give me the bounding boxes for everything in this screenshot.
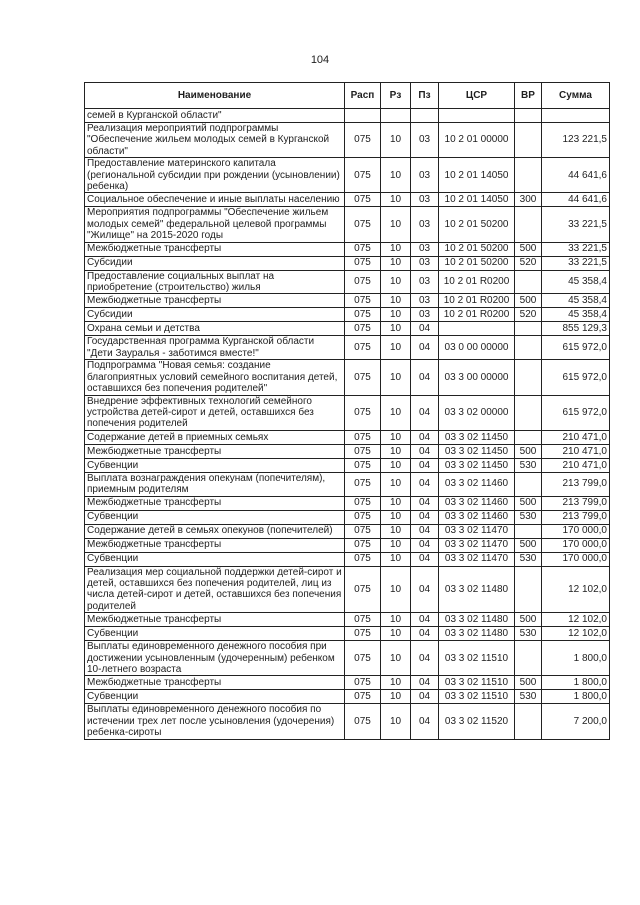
cell-sum: 213 799,0 xyxy=(542,496,610,510)
cell-csr: 03 3 02 11480 xyxy=(439,627,515,641)
cell-vr xyxy=(515,395,542,430)
cell-sum: 170 000,0 xyxy=(542,524,610,538)
cell-csr: 03 3 02 00000 xyxy=(439,395,515,430)
cell-rasp: 075 xyxy=(345,472,381,496)
cell-vr: 500 xyxy=(515,613,542,627)
cell-rasp: 075 xyxy=(345,458,381,472)
cell-sum: 12 102,0 xyxy=(542,566,610,613)
cell-rasp: 075 xyxy=(345,690,381,704)
cell-sum: 45 358,4 xyxy=(542,270,610,294)
cell-name: Субвенции xyxy=(85,690,345,704)
cell-vr xyxy=(515,123,542,158)
cell-csr: 10 2 01 50200 xyxy=(439,256,515,270)
cell-vr: 500 xyxy=(515,496,542,510)
cell-rasp: 075 xyxy=(345,207,381,242)
cell-name: Содержание детей в приемных семьях xyxy=(85,430,345,444)
cell-rz: 10 xyxy=(381,158,411,193)
cell-rasp: 075 xyxy=(345,193,381,207)
cell-csr: 03 3 02 11520 xyxy=(439,704,515,739)
cell-vr xyxy=(515,336,542,360)
cell-vr xyxy=(515,524,542,538)
cell-rz: 10 xyxy=(381,566,411,613)
cell-rasp: 075 xyxy=(345,676,381,690)
header-rz: Рз xyxy=(381,83,411,109)
cell-rz: 10 xyxy=(381,524,411,538)
cell-pz: 04 xyxy=(411,496,439,510)
table-row xyxy=(85,193,610,207)
cell-name: Субсидии xyxy=(85,308,345,322)
cell-pz: 03 xyxy=(411,158,439,193)
cell-name: Государственная программа Курганской области "Дети Зауралья - заботимся вместе!" xyxy=(85,336,345,360)
header-csr: ЦСР xyxy=(439,83,515,109)
header-name: Наименование xyxy=(85,83,345,109)
cell-sum: 12 102,0 xyxy=(542,613,610,627)
cell-csr: 03 3 02 11470 xyxy=(439,538,515,552)
cell-sum: 44 641,6 xyxy=(542,193,610,207)
cell-sum: 45 358,4 xyxy=(542,294,610,308)
cell-pz: 04 xyxy=(411,552,439,566)
cell-vr: 530 xyxy=(515,552,542,566)
cell-sum: 1 800,0 xyxy=(542,641,610,676)
cell-rz: 10 xyxy=(381,552,411,566)
cell-csr: 10 2 01 14050 xyxy=(439,158,515,193)
cell-name: Субвенции xyxy=(85,458,345,472)
table-row xyxy=(85,496,610,510)
table-row xyxy=(85,123,610,158)
cell-csr: 03 3 02 11480 xyxy=(439,566,515,613)
table-row xyxy=(85,109,610,123)
table-row xyxy=(85,336,610,360)
cell-rasp: 075 xyxy=(345,566,381,613)
cell-name: Межбюджетные трансферты xyxy=(85,613,345,627)
cell-csr: 03 3 02 11470 xyxy=(439,524,515,538)
cell-pz: 04 xyxy=(411,395,439,430)
cell-name: Внедрение эффективных технологий семейного устройства детей-сирот и детей, оставшихся без попечения родителей xyxy=(85,395,345,430)
table-row xyxy=(85,566,610,613)
cell-sum: 33 221,5 xyxy=(542,207,610,242)
cell-csr: 03 3 00 00000 xyxy=(439,360,515,395)
cell-rz: 10 xyxy=(381,444,411,458)
cell-name: семей в Курганской области" xyxy=(85,109,345,123)
table-row xyxy=(85,627,610,641)
table-row xyxy=(85,613,610,627)
cell-pz: 04 xyxy=(411,538,439,552)
cell-vr: 500 xyxy=(515,294,542,308)
cell-vr: 500 xyxy=(515,538,542,552)
cell-sum: 210 471,0 xyxy=(542,430,610,444)
cell-csr: 03 3 02 11510 xyxy=(439,690,515,704)
cell-sum: 170 000,0 xyxy=(542,552,610,566)
cell-csr: 03 3 02 11450 xyxy=(439,444,515,458)
cell-sum: 1 800,0 xyxy=(542,676,610,690)
table-row xyxy=(85,676,610,690)
table-row xyxy=(85,270,610,294)
table-row xyxy=(85,444,610,458)
cell-sum: 12 102,0 xyxy=(542,627,610,641)
cell-pz: 04 xyxy=(411,704,439,739)
cell-rasp: 075 xyxy=(345,395,381,430)
cell-sum xyxy=(542,109,610,123)
cell-csr: 10 2 01 50200 xyxy=(439,207,515,242)
cell-rz: 10 xyxy=(381,676,411,690)
cell-vr xyxy=(515,109,542,123)
cell-rasp: 075 xyxy=(345,294,381,308)
cell-rz: 10 xyxy=(381,472,411,496)
table-row xyxy=(85,641,610,676)
cell-vr xyxy=(515,566,542,613)
cell-csr: 10 2 01 14050 xyxy=(439,193,515,207)
cell-rz xyxy=(381,109,411,123)
cell-pz: 03 xyxy=(411,193,439,207)
cell-pz: 04 xyxy=(411,627,439,641)
cell-pz: 03 xyxy=(411,270,439,294)
cell-csr: 03 3 02 11510 xyxy=(439,641,515,676)
cell-vr: 530 xyxy=(515,458,542,472)
cell-pz: 04 xyxy=(411,430,439,444)
cell-vr xyxy=(515,270,542,294)
cell-rz: 10 xyxy=(381,538,411,552)
cell-name: Предоставление материнского капитала (региональной субсидии при рождении (усыновлении) ребенка) xyxy=(85,158,345,193)
cell-name: Межбюджетные трансферты xyxy=(85,496,345,510)
cell-pz: 04 xyxy=(411,444,439,458)
cell-csr: 03 0 00 00000 xyxy=(439,336,515,360)
cell-sum: 170 000,0 xyxy=(542,538,610,552)
table-row xyxy=(85,538,610,552)
table-row xyxy=(85,308,610,322)
table-row xyxy=(85,704,610,739)
cell-rasp: 075 xyxy=(345,444,381,458)
cell-csr: 10 2 01 R0200 xyxy=(439,270,515,294)
cell-sum: 615 972,0 xyxy=(542,360,610,395)
cell-pz: 04 xyxy=(411,360,439,395)
page-number: 104 xyxy=(310,54,330,66)
table-row xyxy=(85,458,610,472)
cell-pz: 04 xyxy=(411,566,439,613)
cell-vr xyxy=(515,641,542,676)
cell-csr: 10 2 01 R0200 xyxy=(439,308,515,322)
table-row xyxy=(85,256,610,270)
cell-name: Социальное обеспечение и иные выплаты населению xyxy=(85,193,345,207)
cell-pz: 04 xyxy=(411,458,439,472)
cell-vr xyxy=(515,704,542,739)
header-rasp: Расп xyxy=(345,83,381,109)
cell-rz: 10 xyxy=(381,256,411,270)
cell-rz: 10 xyxy=(381,627,411,641)
cell-pz: 04 xyxy=(411,510,439,524)
cell-name: Выплаты единовременного денежного пособия при достижении усыновленным (удочеренным) ребенком 10-летнего возраста xyxy=(85,641,345,676)
cell-sum: 855 129,3 xyxy=(542,322,610,336)
cell-vr xyxy=(515,158,542,193)
table-row xyxy=(85,690,610,704)
cell-vr xyxy=(515,322,542,336)
table-row xyxy=(85,524,610,538)
cell-pz: 03 xyxy=(411,207,439,242)
budget-table xyxy=(84,82,610,740)
cell-vr xyxy=(515,430,542,444)
cell-name: Охрана семьи и детства xyxy=(85,322,345,336)
cell-csr: 03 3 02 11480 xyxy=(439,613,515,627)
cell-rz: 10 xyxy=(381,704,411,739)
cell-vr: 530 xyxy=(515,510,542,524)
cell-rasp: 075 xyxy=(345,123,381,158)
cell-vr: 300 xyxy=(515,193,542,207)
cell-rz: 10 xyxy=(381,322,411,336)
cell-vr: 530 xyxy=(515,690,542,704)
table-row xyxy=(85,158,610,193)
header-pz: Пз xyxy=(411,83,439,109)
cell-rz: 10 xyxy=(381,308,411,322)
cell-vr xyxy=(515,360,542,395)
cell-rasp: 075 xyxy=(345,270,381,294)
cell-name: Содержание детей в семьях опекунов (попечителей) xyxy=(85,524,345,538)
cell-rasp: 075 xyxy=(345,641,381,676)
cell-csr: 03 3 02 11460 xyxy=(439,510,515,524)
cell-pz: 04 xyxy=(411,472,439,496)
cell-name: Межбюджетные трансферты xyxy=(85,538,345,552)
cell-name: Реализация мероприятий подпрограммы "Обеспечение жильем молодых семей в Курганской области" xyxy=(85,123,345,158)
cell-sum: 615 972,0 xyxy=(542,336,610,360)
cell-rasp: 075 xyxy=(345,538,381,552)
cell-rz: 10 xyxy=(381,360,411,395)
table-header-row xyxy=(85,83,610,109)
table-row xyxy=(85,322,610,336)
cell-vr xyxy=(515,207,542,242)
table-body xyxy=(85,109,610,740)
cell-name: Субвенции xyxy=(85,552,345,566)
cell-rasp: 075 xyxy=(345,613,381,627)
header-vr: ВР xyxy=(515,83,542,109)
cell-csr: 03 3 02 11450 xyxy=(439,430,515,444)
cell-vr: 530 xyxy=(515,627,542,641)
table-row xyxy=(85,510,610,524)
cell-name: Межбюджетные трансферты xyxy=(85,676,345,690)
cell-pz: 03 xyxy=(411,123,439,158)
header-sum: Сумма xyxy=(542,83,610,109)
cell-name: Подпрограмма "Новая семья: создание благоприятных условий семейного воспитания детей, оставшихся без попечения родителей" xyxy=(85,360,345,395)
cell-sum: 210 471,0 xyxy=(542,444,610,458)
cell-rz: 10 xyxy=(381,294,411,308)
cell-rasp: 075 xyxy=(345,256,381,270)
cell-rz: 10 xyxy=(381,270,411,294)
cell-pz: 04 xyxy=(411,690,439,704)
cell-rasp: 075 xyxy=(345,704,381,739)
cell-csr: 10 2 01 R0200 xyxy=(439,294,515,308)
cell-pz: 04 xyxy=(411,613,439,627)
cell-name: Предоставление социальных выплат на приобретение (строительство) жилья xyxy=(85,270,345,294)
cell-name: Субвенции xyxy=(85,510,345,524)
cell-pz: 03 xyxy=(411,242,439,256)
cell-vr xyxy=(515,472,542,496)
cell-csr: 03 3 02 11450 xyxy=(439,458,515,472)
cell-vr: 520 xyxy=(515,256,542,270)
table-row xyxy=(85,207,610,242)
cell-csr xyxy=(439,322,515,336)
cell-pz: 04 xyxy=(411,641,439,676)
cell-sum: 123 221,5 xyxy=(542,123,610,158)
cell-pz: 03 xyxy=(411,308,439,322)
cell-csr xyxy=(439,109,515,123)
cell-pz: 03 xyxy=(411,256,439,270)
cell-vr: 500 xyxy=(515,676,542,690)
cell-rz: 10 xyxy=(381,336,411,360)
cell-name: Межбюджетные трансферты xyxy=(85,294,345,308)
table-row xyxy=(85,360,610,395)
table-row xyxy=(85,294,610,308)
cell-rz: 10 xyxy=(381,613,411,627)
table-row xyxy=(85,430,610,444)
cell-pz xyxy=(411,109,439,123)
cell-sum: 213 799,0 xyxy=(542,472,610,496)
cell-pz: 03 xyxy=(411,294,439,308)
cell-name: Субвенции xyxy=(85,627,345,641)
cell-sum: 33 221,5 xyxy=(542,242,610,256)
table-row xyxy=(85,472,610,496)
cell-rz: 10 xyxy=(381,430,411,444)
cell-rasp: 075 xyxy=(345,322,381,336)
cell-csr: 10 2 01 50200 xyxy=(439,242,515,256)
cell-rasp xyxy=(345,109,381,123)
cell-pz: 04 xyxy=(411,524,439,538)
table-row xyxy=(85,552,610,566)
cell-name: Мероприятия подпрограммы "Обеспечение жильем молодых семей" федеральной целевой программы "Жилище" на 2015-2020 годы xyxy=(85,207,345,242)
cell-vr: 520 xyxy=(515,308,542,322)
cell-rasp: 075 xyxy=(345,308,381,322)
cell-vr: 500 xyxy=(515,242,542,256)
cell-sum: 210 471,0 xyxy=(542,458,610,472)
cell-csr: 10 2 01 00000 xyxy=(439,123,515,158)
cell-rz: 10 xyxy=(381,193,411,207)
cell-sum: 44 641,6 xyxy=(542,158,610,193)
cell-csr: 03 3 02 11510 xyxy=(439,676,515,690)
cell-name: Субсидии xyxy=(85,256,345,270)
cell-rasp: 075 xyxy=(345,510,381,524)
cell-sum: 213 799,0 xyxy=(542,510,610,524)
cell-sum: 1 800,0 xyxy=(542,690,610,704)
table-row xyxy=(85,395,610,430)
cell-pz: 04 xyxy=(411,676,439,690)
cell-rasp: 075 xyxy=(345,552,381,566)
cell-rz: 10 xyxy=(381,395,411,430)
cell-rz: 10 xyxy=(381,458,411,472)
cell-rasp: 075 xyxy=(345,627,381,641)
cell-rz: 10 xyxy=(381,242,411,256)
cell-sum: 45 358,4 xyxy=(542,308,610,322)
cell-pz: 04 xyxy=(411,336,439,360)
cell-rasp: 075 xyxy=(345,524,381,538)
cell-name: Межбюджетные трансферты xyxy=(85,242,345,256)
cell-sum: 7 200,0 xyxy=(542,704,610,739)
cell-sum: 33 221,5 xyxy=(542,256,610,270)
cell-rasp: 075 xyxy=(345,360,381,395)
cell-rz: 10 xyxy=(381,510,411,524)
cell-rasp: 075 xyxy=(345,430,381,444)
table-row xyxy=(85,242,610,256)
cell-csr: 03 3 02 11470 xyxy=(439,552,515,566)
cell-name: Межбюджетные трансферты xyxy=(85,444,345,458)
cell-rz: 10 xyxy=(381,123,411,158)
cell-name: Выплата вознаграждения опекунам (попечителям), приемным родителям xyxy=(85,472,345,496)
cell-name: Выплаты единовременного денежного пособия по истечении трех лет после усыновления (удочерения) ребенка-сироты xyxy=(85,704,345,739)
cell-rasp: 075 xyxy=(345,496,381,510)
cell-vr: 500 xyxy=(515,444,542,458)
cell-rasp: 075 xyxy=(345,158,381,193)
cell-csr: 03 3 02 11460 xyxy=(439,496,515,510)
cell-pz: 04 xyxy=(411,322,439,336)
cell-rz: 10 xyxy=(381,641,411,676)
cell-rz: 10 xyxy=(381,690,411,704)
cell-name: Реализация мер социальной поддержки детей-сирот и детей, оставшихся без попечения родителей, лиц из числа детей-сирот и детей, оставшихся без попечения родителей xyxy=(85,566,345,613)
cell-rasp: 075 xyxy=(345,336,381,360)
cell-sum: 615 972,0 xyxy=(542,395,610,430)
cell-csr: 03 3 02 11460 xyxy=(439,472,515,496)
cell-rasp: 075 xyxy=(345,242,381,256)
cell-rz: 10 xyxy=(381,496,411,510)
cell-rz: 10 xyxy=(381,207,411,242)
